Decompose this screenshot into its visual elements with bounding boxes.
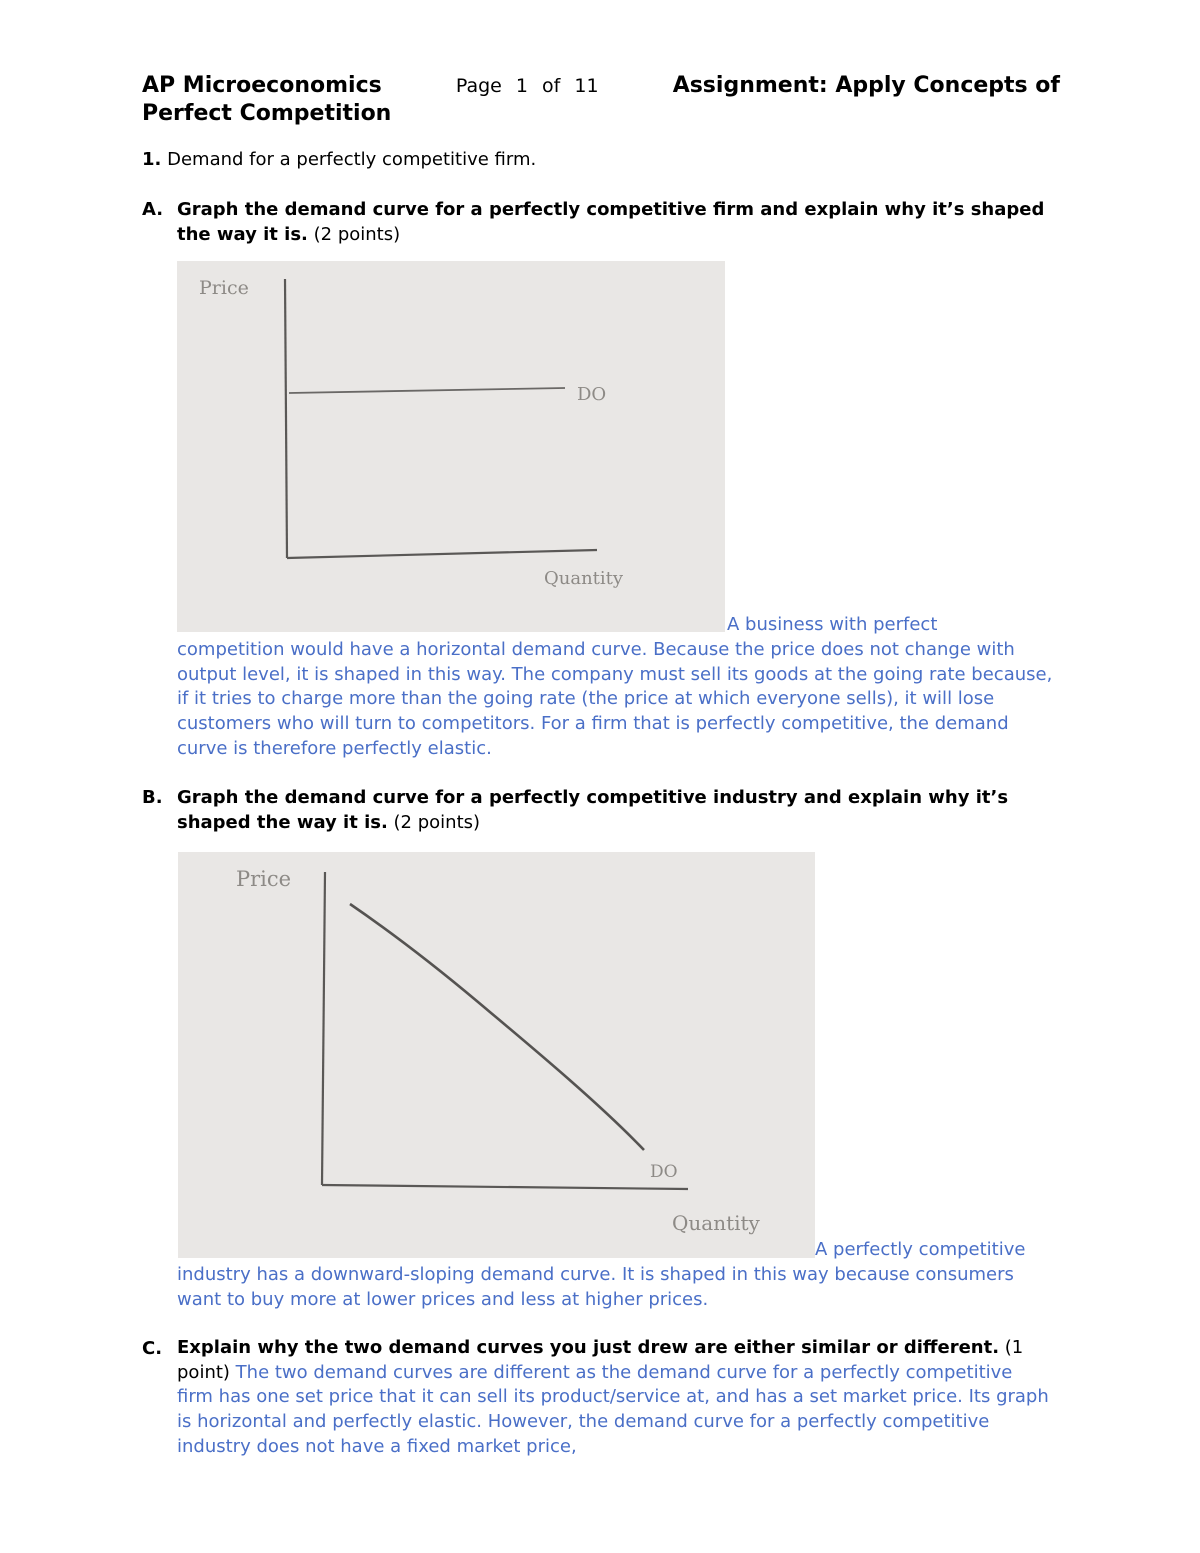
part-a-answer-start: A business with perfect [727, 614, 938, 635]
part-c-letter: C. [142, 1338, 163, 1359]
part-b-answer: industry has a downward-sloping demand curve. It is shaped in this way because consumers want to buy more at lower prices and less at higher prices. [177, 1264, 1014, 1310]
y-axis [285, 279, 287, 558]
part-a-letter: A. [142, 199, 164, 220]
x-axis [322, 1185, 688, 1189]
course-title: AP Microeconomics [142, 73, 382, 98]
curve-label: DO [577, 384, 607, 405]
y-axis-label: Price [236, 867, 292, 891]
y-axis [322, 872, 325, 1185]
page-header [142, 72, 1060, 128]
part-c-prompt: Explain why the two demand curves you just drew are either similar or different. [177, 1337, 1000, 1358]
question-1 [142, 148, 536, 172]
part-b-points: (2 points) [393, 812, 481, 833]
demand-curve [350, 904, 644, 1150]
question-text: Demand for a perfectly competitive firm. [167, 149, 537, 170]
demand-curve [289, 388, 565, 393]
y-axis-label: Price [199, 277, 249, 299]
x-axis-label: Quantity [672, 1211, 760, 1235]
part-b-prompt: Graph the demand curve for a perfectly competitive industry and explain why it’s shaped the way it is. [177, 787, 1009, 833]
part-a-points: (2 points) [313, 224, 401, 245]
x-axis-label: Quantity [544, 568, 624, 589]
part-a-prompt: Graph the demand curve for a perfectly competitive firm and explain why it’s shaped the way it is. [177, 199, 1045, 245]
part-c-answer: The two demand curves are different as the demand curve for a perfectly competitive firm has one set price that it can sell its product/service at, and has a set market price. Its graph is horizontal and perfectly elastic. However, the demand curve for a perfectly competitive industry does not have a fixed market price, [177, 1361, 1049, 1457]
industry-demand-graph [178, 852, 815, 1258]
assignment-title-cont: Perfect Competition [142, 101, 392, 126]
part-a [142, 197, 1052, 247]
question-number: 1. [142, 149, 162, 170]
part-b [142, 785, 1052, 835]
curve-label: DO [650, 1162, 678, 1182]
assignment-title: Assignment: Apply Concepts of [672, 73, 1060, 98]
x-axis [287, 550, 597, 558]
part-b-answer-start: A perfectly competitive [815, 1239, 1026, 1260]
page-info: Page 1 of 11 [455, 75, 599, 97]
part-b-letter: B. [142, 787, 163, 808]
part-c-points: (1 point) [177, 1337, 1024, 1383]
firm-demand-graph [177, 261, 725, 632]
part-c [142, 1336, 1052, 1460]
part-a-answer: competition would have a horizontal demand curve. Because the price does not change with output level, it is shaped in this way. The company must sell its goods at the going rate because, if it tries to charge more than the going rate (the price at which everyone sells), it will lose customers who will turn to competitors. For a firm that is perfectly competitive, the demand curve is therefore perfectly elastic. [177, 639, 1053, 759]
